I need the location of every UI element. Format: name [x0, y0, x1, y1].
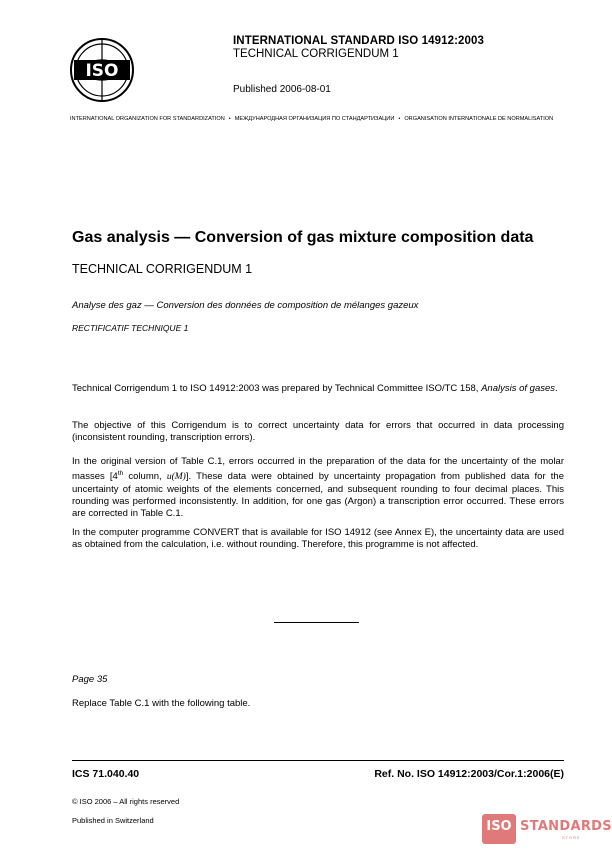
p3-text-c: ]. These data were obtained by uncertainty propagation from published data for the uncertainty of atomic weights of the elements concerned, and subsequent rounding to four decimal places. This rounding was performed inconsistently. In addition, for one gas (Argon) a transcription error occurred. These errors are corrected in Table C.1.: [72, 471, 564, 520]
document-title: Gas analysis — Conversion of gas mixture composition data: [72, 229, 534, 246]
published-in: Published in Switzerland: [72, 816, 154, 825]
org-name-ru: МЕЖДУНАРОДНАЯ ОРГАНИЗАЦИЯ ПО СТАНДАРТИЗАЦИИ: [234, 116, 395, 122]
p3-math: u(M): [166, 472, 186, 483]
store-name: STANDARDS: [520, 819, 612, 834]
page-reference: Page 35: [72, 674, 108, 685]
copyright: © ISO 2006 – All rights reserved: [72, 797, 180, 806]
p3-superscript: th: [117, 470, 124, 478]
org-name-en: INTERNATIONAL ORGANIZATION FOR STANDARDIZATION: [70, 116, 225, 122]
store-tag: STORE: [562, 835, 581, 840]
p1-italic: Analysis of gases: [481, 383, 556, 394]
organization-names: [70, 116, 554, 122]
replace-instruction: Replace Table C.1 with the following table.: [72, 698, 251, 709]
p1-end: .: [555, 383, 558, 394]
document-subtitle: TECHNICAL CORRIGENDUM 1: [72, 262, 253, 276]
paragraph-preparation: [72, 383, 564, 395]
french-title: Analyse des gaz — Conversion des données de composition de mélanges gazeux: [72, 300, 419, 311]
org-separator: •: [398, 116, 401, 122]
iso-logo-text: ISO: [85, 61, 119, 81]
p1-text: Technical Corrigendum 1 to ISO 14912:2003 was prepared by Technical Committee ISO/TC 158,: [72, 383, 482, 394]
p3-text-b: column,: [123, 471, 167, 483]
french-subtitle: RECTIFICATIF TECHNIQUE 1: [72, 323, 189, 333]
ics-code: ICS 71.040.40: [72, 768, 140, 780]
paragraph-convert: In the computer programme CONVERT that is available for ISO 14912 (see Annex E), the uncertainty data are used as obtained from the calculation, i.e. without rounding. Therefore, this programme is not affected.: [72, 527, 564, 551]
iso-logo-icon: [68, 36, 136, 104]
store-iso-text: ISO: [486, 819, 512, 834]
publication-date: Published 2006-08-01: [233, 84, 331, 95]
reference-number: Ref. No. ISO 14912:2003/Cor.1:2006(E): [374, 768, 564, 780]
corrigendum-label: TECHNICAL CORRIGENDUM 1: [233, 48, 399, 60]
paragraph-objective: The objective of this Corrigendum is to correct uncertainty data for errors that occurred in data processing (inconsistent rounding, transcription errors).: [72, 420, 564, 444]
separator-rule: [274, 622, 359, 623]
standard-title: INTERNATIONAL STANDARD ISO 14912:2003: [233, 35, 485, 47]
iso-logo: [68, 36, 136, 104]
iso-store-badge[interactable]: [482, 814, 612, 844]
footer-rule: [72, 760, 564, 761]
org-separator: •: [228, 116, 231, 122]
paragraph-errors: [72, 456, 564, 521]
org-name-fr: ORGANISATION INTERNATIONALE DE NORMALISATION: [404, 116, 554, 122]
p3-text-a: In the original version of Table C.1, errors occurred in the preparation of the data for the uncertainty of the molar masses [4: [72, 456, 564, 483]
